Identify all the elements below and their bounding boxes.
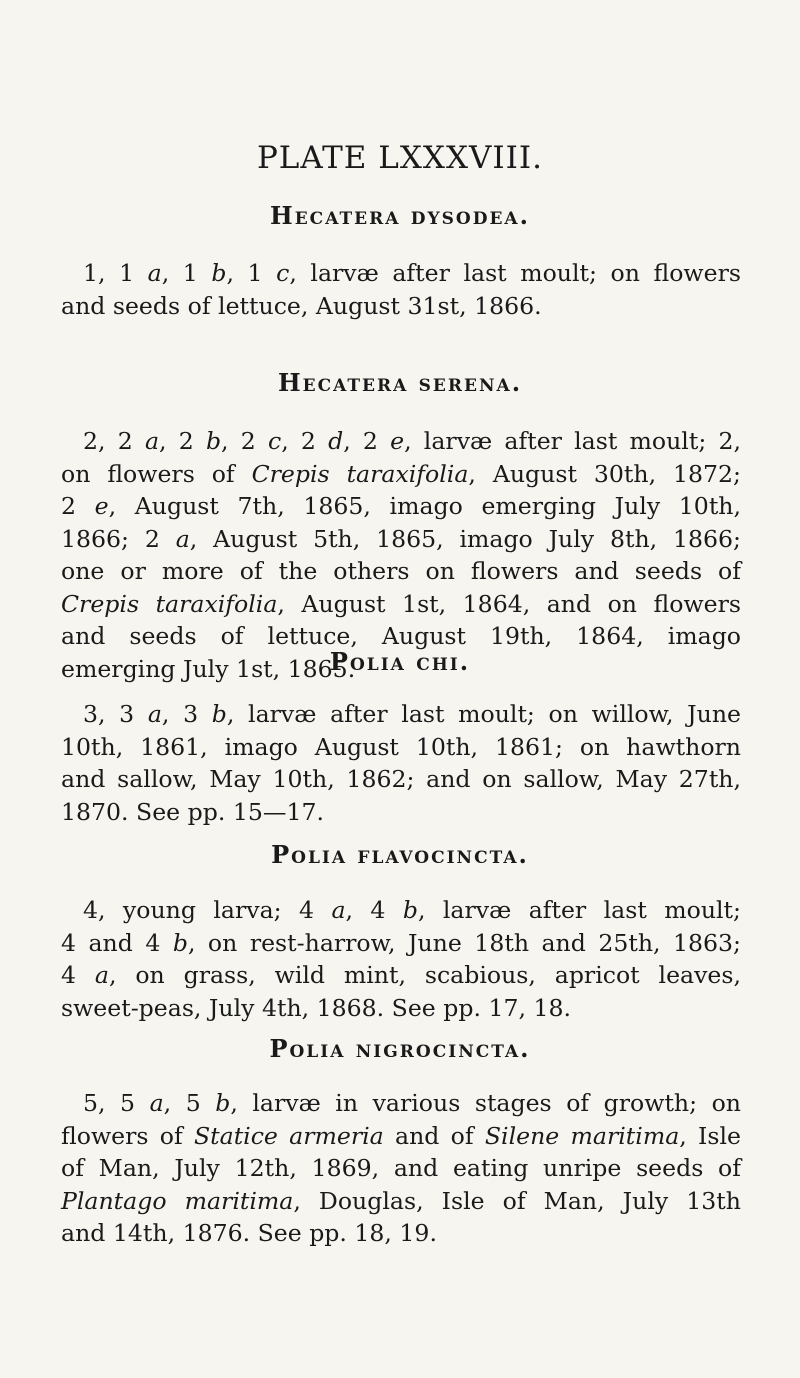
text-line: and sallow, May 10th, 1862; and on sallow, May 27th, <box>61 765 741 793</box>
text-line: of Man, July 12th, 1869, and eating unripe seeds of <box>61 1154 741 1182</box>
text-line: 1866; 2 a, August 5th, 1865, imago July 8th, 1866; <box>61 524 741 553</box>
text-line: 4 a, on grass, wild mint, scabious, apricot leaves, <box>61 961 741 989</box>
text-line: 3, 3 a, 3 b, larvæ after last moult; on willow, June <box>83 700 741 728</box>
text-line: one or more of the others on flowers and seeds of <box>61 557 741 585</box>
text-line: flowers of Statice armeria and of Silene maritima, Isle <box>61 1121 741 1150</box>
paragraph-polia-flavocincta <box>61 894 741 1024</box>
species-heading-polia-flavocincta: Polia flavocincta. <box>271 840 529 869</box>
text-line: 4 and 4 b, on rest-harrow, June 18th and 25th, 1863; <box>61 928 742 957</box>
text-line: Crepis taraxifolia, August 1st, 1864, and on flowers <box>61 589 742 618</box>
plate-title: PLATE LXXXVIII. <box>256 140 544 176</box>
species-heading-polia-chi: Polia chi. <box>329 647 471 676</box>
species-heading-hecatera-dysodea: Hecatera dysodea. <box>270 201 530 230</box>
text-line: emerging July 1st, 1865. <box>61 654 356 683</box>
text-line: and 14th, 1876. See pp. 18, 19. <box>61 1219 437 1247</box>
paragraph-polia-chi <box>61 698 741 828</box>
text-line: 10th, 1861, imago August 10th, 1861; on hawthorn <box>61 732 741 761</box>
text-line: 5, 5 a, 5 b, larvæ in various stages of growth; on <box>83 1089 741 1117</box>
text-line: and seeds of lettuce, August 19th, 1864, imago <box>61 622 741 650</box>
text-line: 1870. See pp. 15—17. <box>61 797 324 826</box>
text-line: and seeds of lettuce, August 31st, 1866. <box>61 291 542 320</box>
species-heading-polia-nigrocincta: Polia nigrocincta. <box>269 1034 531 1063</box>
text-line: 4, young larva; 4 a, 4 b, larvæ after last moult; <box>83 896 741 924</box>
text-line: sweet-peas, July 4th, 1868. See pp. 17, 18. <box>61 993 572 1022</box>
paragraph-polia-nigrocincta <box>61 1087 741 1250</box>
species-heading-hecatera-serena: Hecatera serena. <box>277 368 523 397</box>
text-line: 1, 1 a, 1 b, 1 c, larvæ after last moult; on flowers <box>83 259 741 287</box>
text-line: Plantago maritima, Douglas, Isle of Man, July 13th <box>61 1186 741 1215</box>
text-line: 2 e, August 7th, 1865, imago emerging July 10th, <box>61 492 741 520</box>
text-line: 2, 2 a, 2 b, 2 c, 2 d, 2 e, larvæ after last moult; 2, <box>83 427 741 455</box>
text-line: on flowers of Crepis taraxifolia, August 30th, 1872; <box>61 459 741 488</box>
paragraph-hecatera-dysodea <box>61 257 741 322</box>
